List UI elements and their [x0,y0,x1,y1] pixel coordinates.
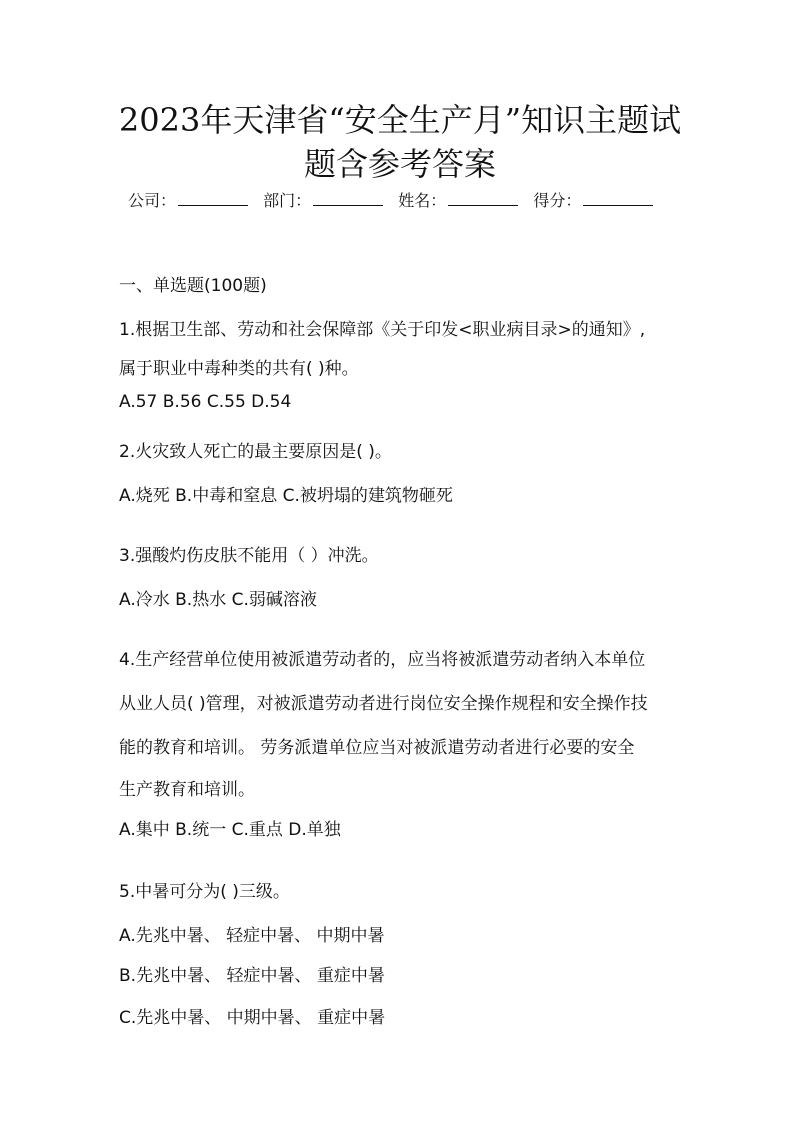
question-5-option-c: C.先兆中暑、 中期中暑、 重症中暑 [119,1008,386,1028]
score-blank [583,191,653,206]
name-field [398,188,518,214]
info-fields [128,188,688,214]
question-4-text-line-3: 能的教育和培训。 劳务派遣单位应当对被派遣劳动者进行必要的安全 [119,738,635,758]
page-title-line-1: 2023年天津省“安全生产月”知识主题试 [118,101,682,139]
department-blank [313,191,383,206]
question-5-option-a: A.先兆中暑、 轻症中暑、 中期中暑 [119,926,385,946]
score-label: 得分： [533,191,582,210]
company-field [128,188,248,214]
question-3-options: A.冷水 B.热水 C.弱碱溶液 [119,590,317,610]
question-4-text-line-4: 生产教育和培训。 [119,780,255,800]
question-3-text: 3.强酸灼伤皮肤不能用（ ）冲洗。 [119,546,379,566]
question-1-text-line-2: 属于职业中毒种类的共有( )种。 [119,359,359,379]
question-4-text-line-1: 4.生产经营单位使用被派遣劳动者的，应当将被派遣劳动者纳入本单位 [119,650,646,670]
question-1-text-line-1: 1.根据卫生部、劳动和社会保障部《关于印发<职业病目录>的通知》, [119,320,646,340]
question-4-options: A.集中 B.统一 C.重点 D.单独 [119,820,341,840]
score-field [533,188,653,214]
question-2-text: 2.火灾致人死亡的最主要原因是( )。 [119,442,392,462]
name-label: 姓名： [398,191,447,210]
question-4-text-line-2: 从业人员( )管理，对被派遣劳动者进行岗位安全操作规程和安全操作技 [119,694,648,714]
department-label: 部门： [263,191,312,210]
question-2-options: A.烧死 B.中毒和窒息 C.被坍塌的建筑物砸死 [119,486,453,506]
question-5-text: 5.中暑可分为( )三级。 [119,882,290,902]
page-title-line-2: 题含参考答案 [303,145,496,183]
question-1-options: A.57 B.56 C.55 D.54 [119,392,292,412]
department-field [263,188,383,214]
company-blank [178,191,248,206]
name-blank [448,191,518,206]
company-label: 公司： [128,191,177,210]
question-5-option-b: B.先兆中暑、 轻症中暑、 重症中暑 [119,966,385,986]
section-heading: 一、单选题(100题) [119,276,267,296]
